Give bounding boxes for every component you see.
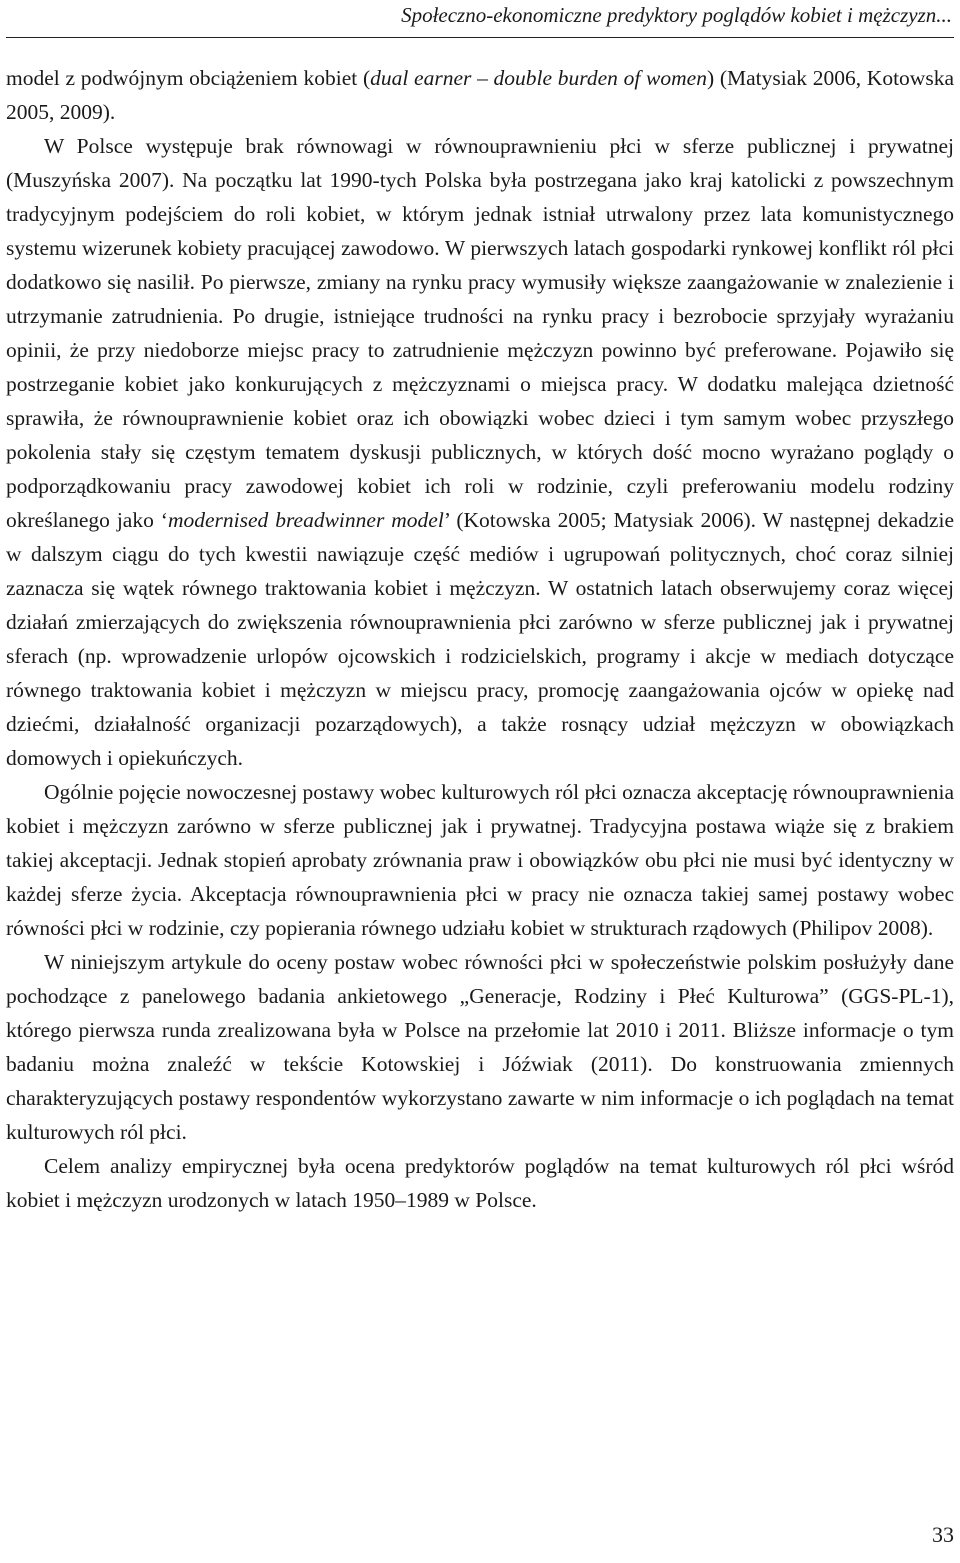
paragraph-2-text-end: ’ (Kotowska 2005; Matysiak 2006). W następnej dekadzie w dalszym ciągu do tych kwestii nawiązuje część mediów i ugrupowań politycznych, choć coraz silniej zaznacza się wątek równego traktowania kobiet i mężczyzn. W ostatnich latach obserwujemy coraz więcej działań zmierzających do zwiększenia równouprawnienia płci zarówno w sferze publicznej jak i prywatnej sferach (np. wprowadzenie urlopów ojcowskich i rodzicielskich, programy i akcje w mediach dotyczące równego traktowania kobiet i mężczyzn w miejscu pracy, promocję zaangażowania ojców w opiekę nad dziećmi, działalność organizacji pozarządowych), a także rosnący udział mężczyzn w obowiązkach domowych i opiekuńczych. [6,508,954,770]
body-text [6,61,954,1217]
paragraph-4 [6,945,954,1149]
paragraph-1-text-end: ) (Matysiak 2006, Kotowska 2005, 2009). [6,66,954,124]
paragraph-4-text: W niniejszym artykule do oceny postaw wobec równości płci w społeczeństwie polskim posłużyły dane pochodzące z panelowego badania ankietowego „Generacje, Rodziny i Płeć Kulturowa” (GGS-PL-1), którego pierwsza runda zrealizowana była w Polsce na przełomie lat 2010 i 2011. Bliższe informacje o tym badaniu można znaleźć w tekście Kotowskiej i Jóźwiak (2011). Do konstruowania zmiennych charakteryzujących postawy respondentów wykorzystano zawarte w nim informacje o ich poglądach na temat kulturowych ról płci. [6,950,954,1144]
page-number: 33 [932,1522,954,1547]
paragraph-5-text: Celem analizy empirycznej była ocena predyktorów poglądów na temat kulturowych ról płci wśród kobiet i mężczyzn urodzonych w latach 1950–1989 w Polsce. [6,1154,954,1212]
paragraph-2-emphasis: modernised breadwinner model [167,508,444,532]
paragraph-2 [6,129,954,775]
running-header: Społeczno-ekonomiczne predyktory poglądów kobiet i mężczyzn... [401,3,952,27]
paragraph-1-emphasis: dual earner – double burden of women [370,66,707,90]
paragraph-1 [6,61,954,129]
header-rule [6,37,954,38]
paragraph-3-text: Ogólnie pojęcie nowoczesnej postawy wobec kulturowych ról płci oznacza akceptację równouprawnienia kobiet i mężczyzn zarówno w sferze publicznej jak i prywatnej. Tradycyjna postawa wiąże się z brakiem takiej akceptacji. Jednak stopień aprobaty zrównania praw i obowiązków obu płci nie musi być identyczny w każdej sferze życia. Akceptacja równouprawnienia płci w pracy nie oznacza takiej samej postawy wobec równości płci w rodzinie, czy popierania równego udziału kobiet w strukturach rządowych (Philipov 2008). [6,780,954,940]
paragraph-3 [6,775,954,945]
paragraph-2-text: W Polsce występuje brak równowagi w równouprawnieniu płci w sferze publicznej i prywatnej (Muszyńska 2007). Na początku lat 1990-tych Polska była postrzegana jako kraj katolicki z powszechnym tradycyjnym podejściem do roli kobiet, w którym jednak istniał utrwalony przez lata komunistycznego systemu wizerunek kobiety pracującej zawodowo. W pierwszych latach gospodarki rynkowej konflikt ról płci dodatkowo się nasilił. Po pierwsze, zmiany na rynku pracy wymusiły większe zaangażowanie w znalezienie i utrzymanie zatrudnienia. Po drugie, istniejące trudności na rynku pracy i bezrobocie sprzyjały wyrażaniu opinii, że przy niedoborze miejsc pracy to zatrudnienie mężczyzn powinno być preferowane. Pojawiło się postrzeganie kobiet jako konkurujących z mężczyznami o miejsca pracy. W dodatku malejąca dzietność sprawiła, że równouprawnienie kobiet oraz ich obowiązki wobec dzieci i tym samym wobec przyszłego pokolenia stały się częstym tematem dyskusji publicznych, w których dość mocno wyrażano poglądy o podporządkowaniu pracy zawodowej kobiet ich roli w rodzinie, czyli preferowaniu modelu rodziny określanego jako ‘ [6,134,954,532]
paragraph-5 [6,1149,954,1217]
paragraph-1-text: model z podwójnym obciążeniem kobiet ( [6,66,371,90]
